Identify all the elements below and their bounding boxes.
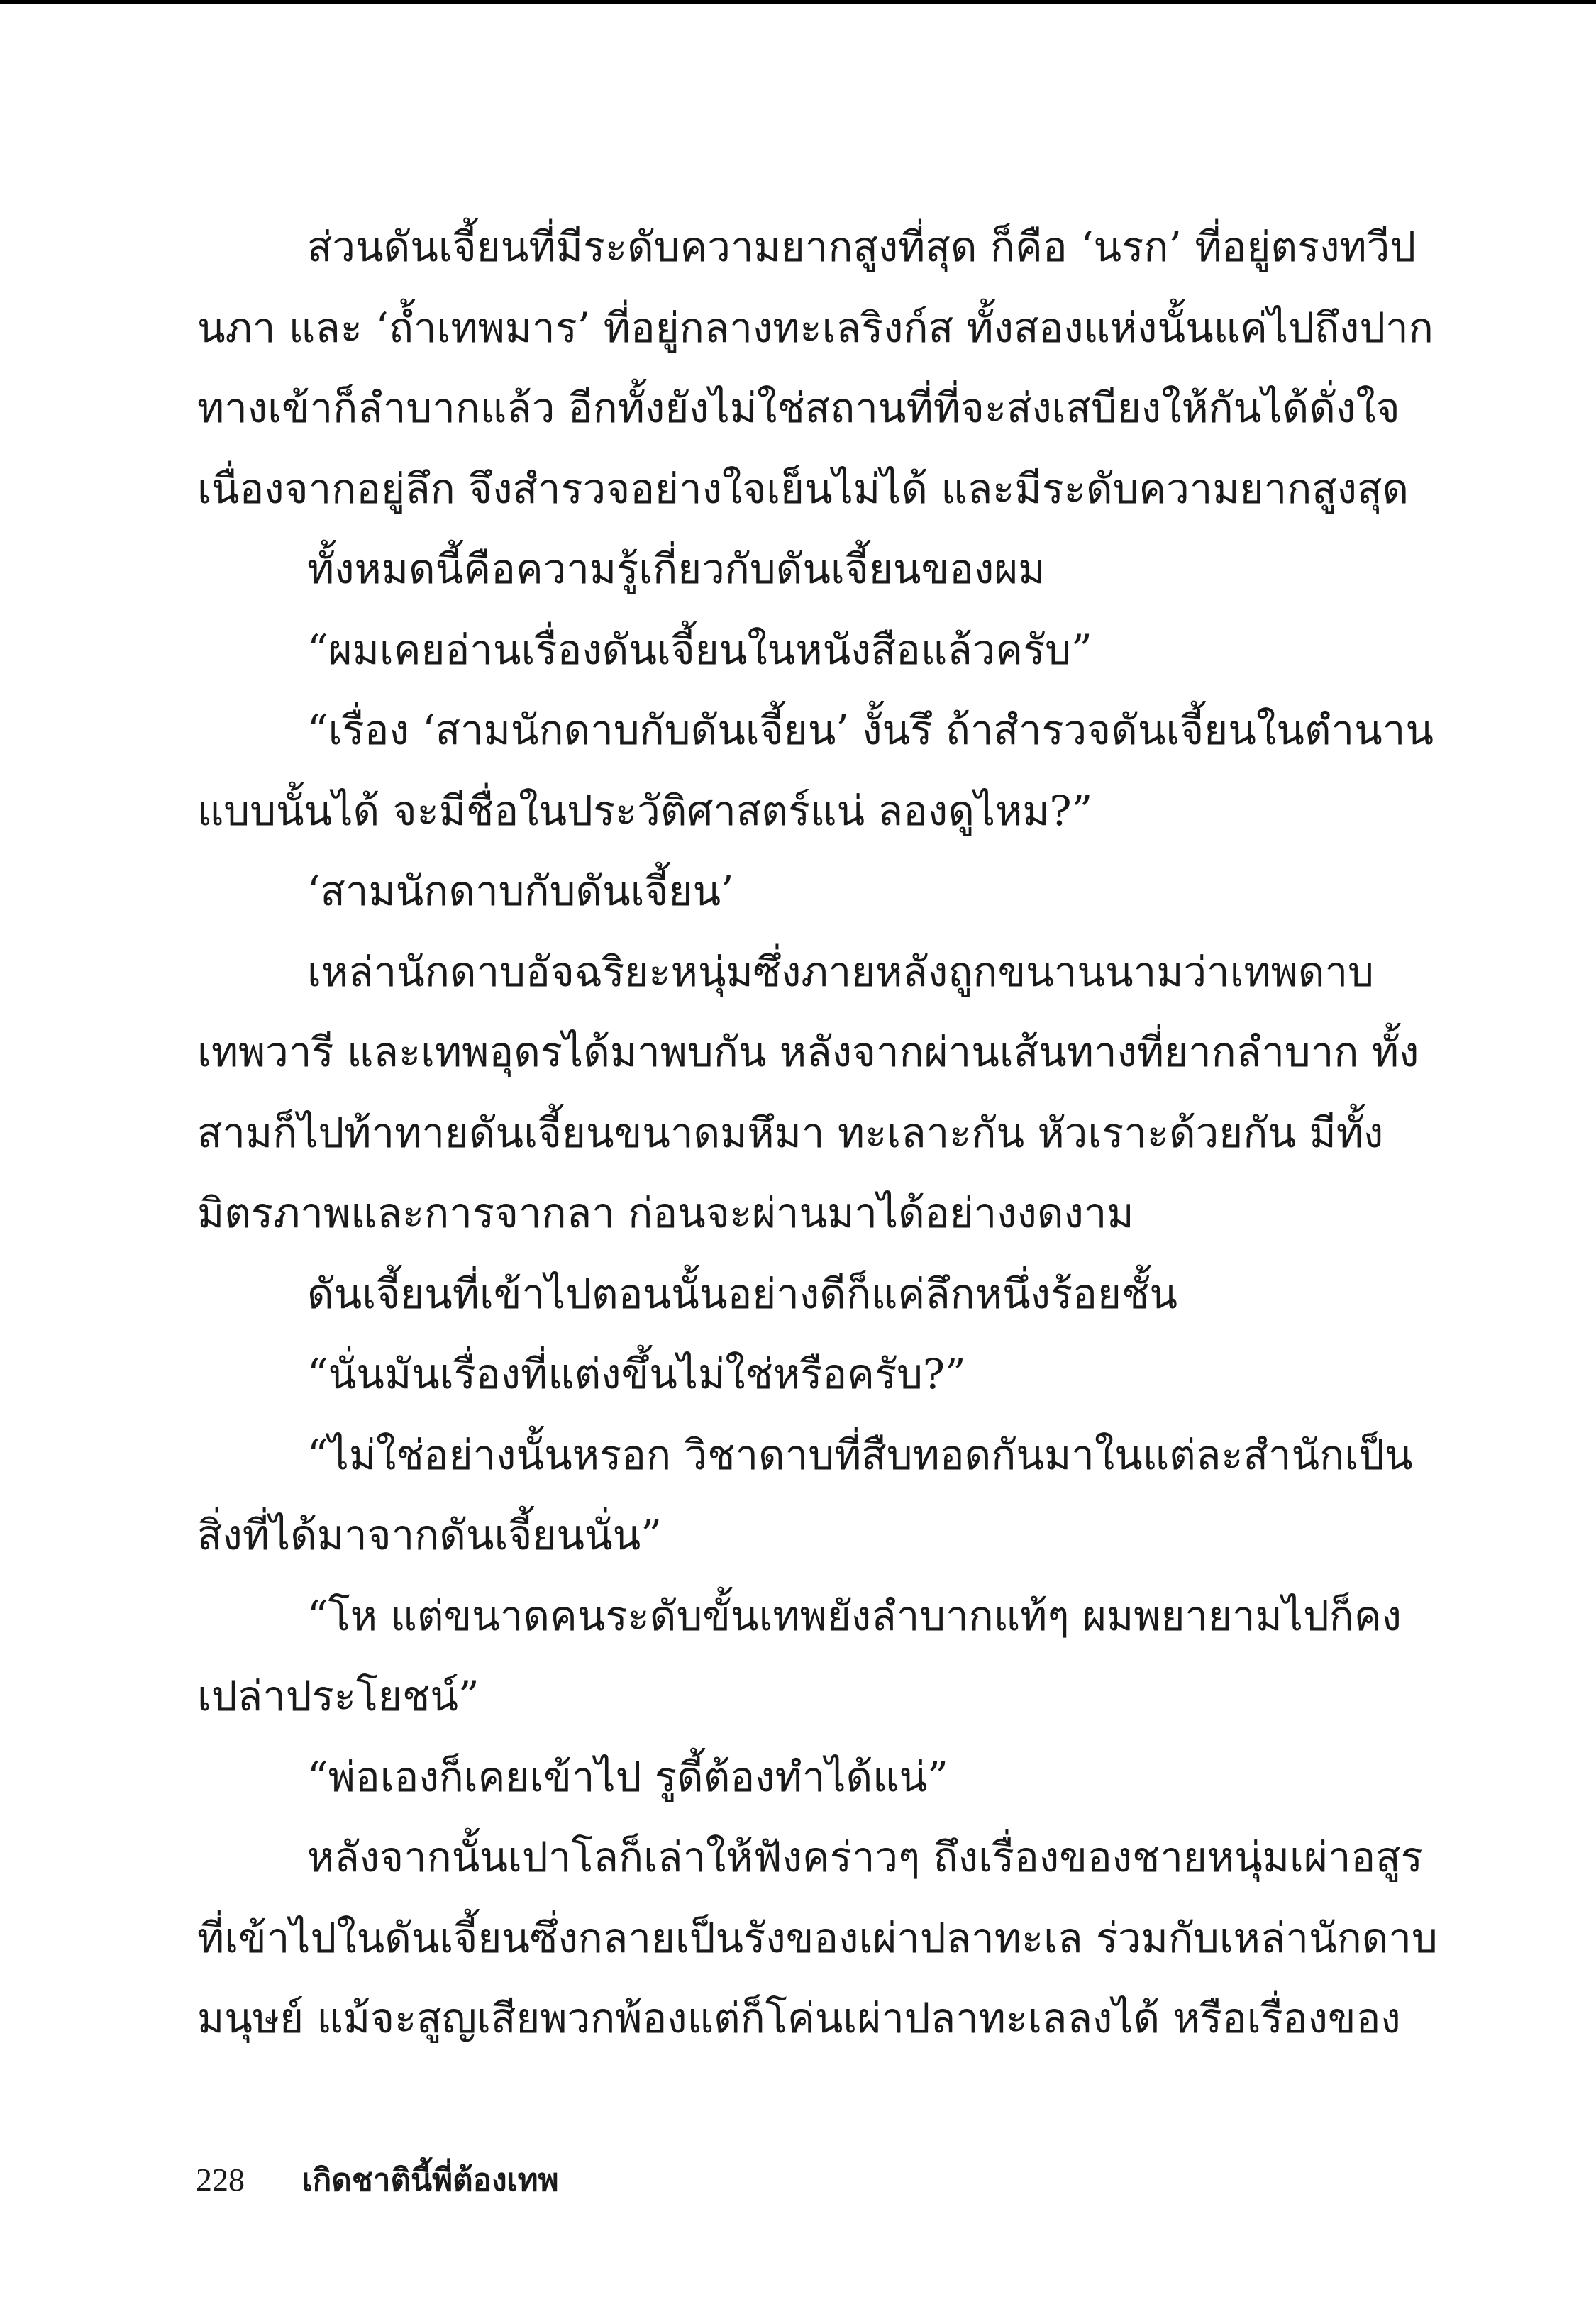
text-line: ‘สามนักดาบกับดันเจี้ยน’ [307, 867, 734, 915]
text-line: สามก็ไปท้าทายดันเจี้ยนขนาดมหึมา ทะเลาะกัน หัวเราะด้วยกัน มีทั้ง [197, 1108, 1384, 1157]
text-line: “เรื่อง ‘สามนักดาบกับดันเจี้ยน’ งั้นรึ ถ้าสำรวจดันเจี้ยนในตำนาน [307, 706, 1434, 754]
text-line: เนื่องจากอยู่ลึก จึงสำรวจอย่างใจเย็นไม่ได้ และมีระดับความยากสูงสุด [197, 464, 1409, 513]
text-line: ส่วนดันเจี้ยนที่มีระดับความยากสูงที่สุด ก็คือ ‘นรก’ ที่อยู่ตรงทวีป [307, 223, 1417, 271]
text-line: ที่เข้าไปในดันเจี้ยนซึ่งกลายเป็นรังของเผ่าปลาทะเล ร่วมกับเหล่านักดาบ [197, 1913, 1438, 1962]
body-text [197, 207, 1438, 2059]
text-line: หลังจากนั้นเปาโลก็เล่าให้ฟังคร่าวๆ ถึงเรื่องของชายหนุ่มเผ่าอสูร [307, 1833, 1423, 1881]
text-line: มนุษย์ แม้จะสูญเสียพวกพ้องแต่ก็โค่นเผ่าปลาทะเลลงได้ หรือเรื่องของ [197, 1994, 1401, 2042]
text-line: เทพวารี และเทพอุดรได้มาพบกัน หลังจากผ่านเส้นทางที่ยากลำบาก ทั้ง [197, 1028, 1419, 1076]
text-line: นภา และ ‘ถ้ำเทพมาร’ ที่อยู่กลางทะเลริงก์ส ทั้งสองแห่งนั้นแค่ไปถึงปาก [197, 303, 1434, 352]
top-rule [0, 0, 1596, 4]
text-line: สิ่งที่ได้มาจากดันเจี้ยนนั่น” [197, 1511, 662, 1559]
text-line: ทางเข้าก็ลำบากแล้ว อีกทั้งยังไม่ใช่สถานที่ที่จะส่งเสบียงให้กันได้ดั่งใจ [197, 384, 1400, 432]
text-line: เหล่านักดาบอัจฉริยะหนุ่มซึ่งภายหลังถูกขนานนามว่าเทพดาบ [307, 947, 1374, 996]
text-line: ดันเจี้ยนที่เข้าไปตอนนั้นอย่างดีก็แค่ลึกหนึ่งร้อยชั้น [307, 1269, 1177, 1318]
text-line: “ผมเคยอ่านเรื่องดันเจี้ยนในหนังสือแล้วครับ” [307, 625, 1092, 674]
text-line: แบบนั้นได้ จะมีชื่อในประวัติศาสตร์แน่ ลองดูไหม?” [197, 786, 1093, 835]
text-line: ทั้งหมดนี้คือความรู้เกี่ยวกับดันเจี้ยนของผม [307, 545, 1046, 593]
page-footer [196, 2151, 559, 2208]
text-line: มิตรภาพและการจากลา ก่อนจะผ่านมาได้อย่างงดงาม [197, 1189, 1134, 1237]
page-number: 228 [196, 2161, 245, 2198]
text-line: “ไม่ใช่อย่างนั้นหรอก วิชาดาบที่สืบทอดกันมาในแต่ละสำนักเป็น [307, 1430, 1413, 1479]
text-line: “โห แต่ขนาดคนระดับขั้นเทพยังลำบากแท้ๆ ผมพยายามไปก็คง [307, 1591, 1402, 1640]
book-title: เกิดชาตินี้พี่ต้องเทพ [301, 2162, 559, 2198]
text-line: “พ่อเองก็เคยเข้าไป รูดี้ต้องทำได้แน่” [307, 1752, 948, 1801]
text-line: “นั่นมันเรื่องที่แต่งขึ้นไม่ใช่หรือครับ?” [307, 1350, 966, 1398]
text-line: เปล่าประโยชน์” [197, 1672, 480, 1720]
